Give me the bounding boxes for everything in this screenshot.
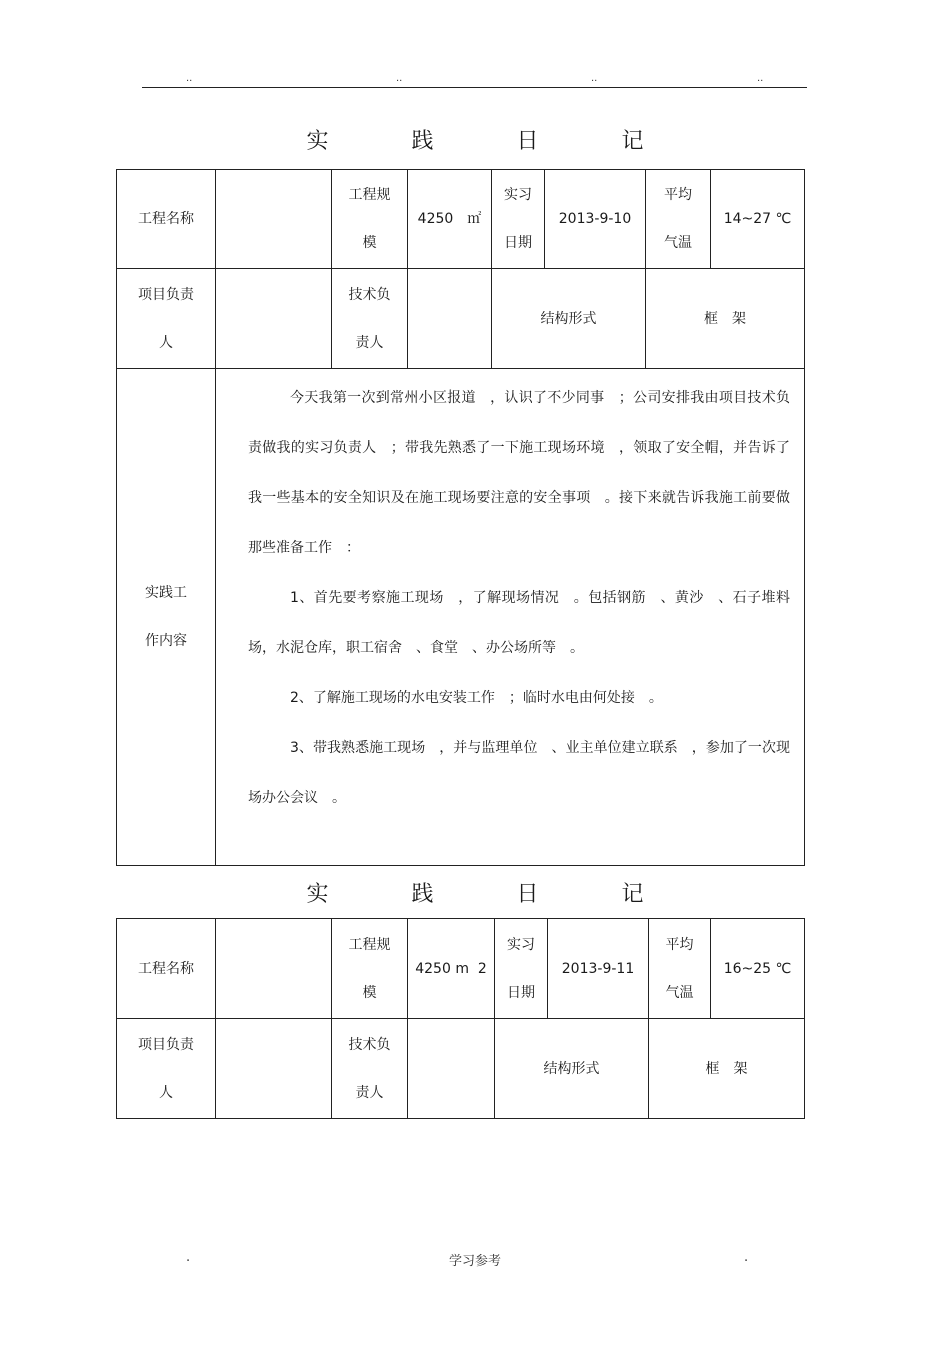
value-tech-lead — [408, 1019, 495, 1119]
header-mark-4: .. — [757, 73, 764, 84]
label-avg-temp: 平均 气温 — [646, 170, 711, 269]
label-tech-lead: 技术负 责人 — [332, 269, 408, 369]
header-mark-1: .. — [186, 73, 193, 84]
value-tech-lead — [408, 269, 492, 369]
diary-title-1: 实 践 日 记 — [306, 129, 682, 154]
value-project-name — [216, 170, 332, 269]
label-structure: 结构形式 — [492, 269, 646, 369]
label-work-content: 实践工 作内容 — [117, 369, 216, 866]
value-avg-temp: 14~27 ℃ — [711, 170, 805, 269]
header-rule — [142, 87, 807, 88]
footer-left-mark: . — [186, 1250, 191, 1265]
work-content-paragraph-2: 1、首先要考察施工现场 ，了解现场情况 。包括钢筋 、黄沙 、石子堆料场，水泥仓库，职工宿舍 、食堂 、办公场所等 。 — [248, 590, 790, 656]
header-mark-2: .. — [396, 73, 403, 84]
value-scale: 4250 m 2 — [408, 919, 495, 1019]
work-content-paragraph-1: 今天我第一次到常州小区报道 ，认识了不少同事 ；公司安排我由项目技术负责做我的实习负责人 ；带我先熟悉了一下施工现场环境 ，领取了安全帽，并告诉了我一些基本的安全知识及在施工现场要注意的安全事项 。接下来就告诉我施工前要做那些准备工作 ： — [248, 390, 790, 556]
label-scale: 工程规 模 — [332, 170, 408, 269]
value-project-lead — [216, 269, 332, 369]
footer-label: 学习参考 — [448, 1254, 501, 1269]
header-mark-3: .. — [591, 73, 598, 84]
work-content-paragraph-3: 2、了解施工现场的水电安装工作 ；临时水电由何处接 。 — [290, 690, 663, 706]
label-project-lead: 项目负责 人 — [117, 1019, 216, 1119]
label-project-name: 工程名称 — [117, 170, 216, 269]
diary-title-2: 实 践 日 记 — [306, 882, 682, 907]
value-structure: 框 架 — [646, 269, 805, 369]
value-scale: 4250 ㎡ — [408, 170, 492, 269]
value-date: 2013-9-10 — [545, 170, 646, 269]
label-structure: 结构形式 — [495, 1019, 649, 1119]
label-date: 实习 日期 — [492, 170, 545, 269]
footer-right-mark: . — [744, 1250, 749, 1265]
value-date: 2013-9-11 — [548, 919, 649, 1019]
work-content — [216, 369, 805, 866]
label-scale: 工程规 模 — [332, 919, 408, 1019]
label-date: 实习 日期 — [495, 919, 548, 1019]
label-tech-lead: 技术负 责人 — [332, 1019, 408, 1119]
value-project-lead — [216, 1019, 332, 1119]
value-avg-temp: 16~25 ℃ — [711, 919, 805, 1019]
diary-table-2 — [116, 918, 805, 1119]
label-project-name: 工程名称 — [117, 919, 216, 1019]
diary-table-1 — [116, 169, 805, 866]
work-content-paragraph-4: 3、带我熟悉施工现场 ，并与监理单位 、业主单位建立联系 ，参加了一次现场办公会议 。 — [248, 740, 790, 806]
value-structure: 框 架 — [649, 1019, 805, 1119]
value-project-name — [216, 919, 332, 1019]
label-avg-temp: 平均 气温 — [649, 919, 711, 1019]
label-project-lead: 项目负责 人 — [117, 269, 216, 369]
